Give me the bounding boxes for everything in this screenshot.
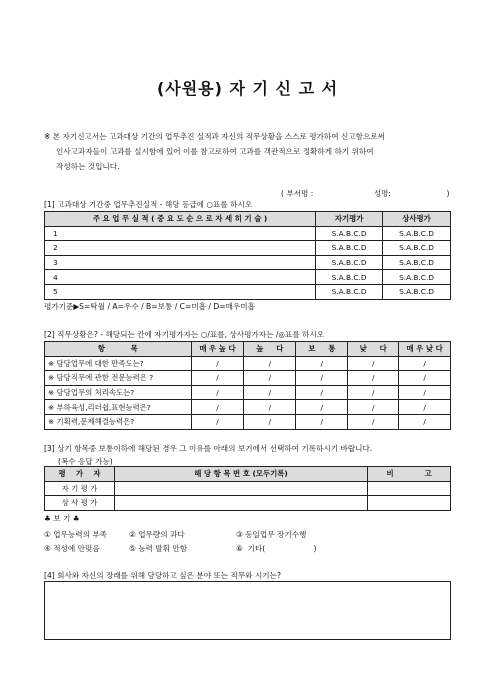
job-status-item: ※ 담당직무에 관한 전문능력은 ?: [45, 371, 192, 386]
rater-label: 상 사 평 가: [45, 496, 115, 511]
rating-cell[interactable]: /: [191, 356, 244, 371]
section3-subheading: (복수 응답 가능): [58, 457, 113, 466]
job-status-header-average: 보 통: [296, 342, 348, 357]
rating-cell[interactable]: /: [244, 400, 296, 415]
job-status-row: [45, 356, 451, 371]
job-status-row: [45, 414, 451, 429]
job-status-header-low: 낮 다: [348, 342, 399, 357]
reason-header-rater: 평 가 자: [45, 467, 115, 482]
rating-cell[interactable]: /: [348, 414, 399, 429]
performance-row: [45, 241, 451, 256]
boss-grade-cell[interactable]: S.A.B.C.D: [383, 270, 451, 285]
reason-row: [45, 481, 451, 496]
rating-cell[interactable]: /: [191, 385, 244, 400]
notice-text: [44, 129, 464, 174]
section2-heading: [2] 직무상황은? - 해당되는 칸에 자기평가자는 ○/표를, 상사평가자는 /◎표를 하시오: [44, 330, 325, 339]
performance-header-row: [45, 212, 451, 227]
grading-criteria: 평가기준▶S=탁월 / A=우수 / B=보통 / C=미흡 / D=매우미흡: [44, 302, 255, 311]
rating-cell[interactable]: /: [399, 385, 451, 400]
rating-cell[interactable]: /: [244, 385, 296, 400]
rating-cell[interactable]: /: [296, 414, 348, 429]
job-status-header-row: [45, 342, 451, 357]
option-4: ④ 적성에 안맞음: [44, 544, 100, 553]
section1-heading: [1] 고과대상 기간중 업무추진실적 - 해당 등급에 ○표를 하시오: [44, 200, 253, 209]
examples-title: ♣ 보 기 ♣: [44, 514, 80, 523]
boss-grade-cell[interactable]: S.A.B.C.D: [383, 241, 451, 256]
rating-cell[interactable]: /: [399, 414, 451, 429]
rating-cell[interactable]: /: [399, 371, 451, 386]
reason-header-row: [45, 467, 451, 482]
option-6: ⑥ 기타( ): [236, 544, 317, 553]
rating-cell[interactable]: /: [348, 385, 399, 400]
boss-grade-cell[interactable]: S.A.B.C.D: [383, 255, 451, 270]
rating-cell[interactable]: /: [296, 356, 348, 371]
performance-row: [45, 255, 451, 270]
option-2: ② 업무량의 과다: [129, 530, 185, 539]
rating-cell[interactable]: /: [348, 371, 399, 386]
performance-row: [45, 284, 451, 299]
performance-row-number[interactable]: 5: [45, 284, 316, 299]
reason-header-remarks: 비 고: [368, 467, 451, 482]
rating-cell[interactable]: /: [244, 356, 296, 371]
notice-line-3: 작성하는 것입니다.: [56, 162, 120, 171]
section4-heading: [4] 회사와 자신의 장래를 위해 담당하고 싶은 분야 또는 직무와 시기는?: [44, 571, 281, 580]
option-1: ① 업무능력의 부족: [44, 530, 107, 539]
rating-cell[interactable]: /: [348, 400, 399, 415]
rater-label: 자 기 평 가: [45, 481, 115, 496]
option-3: ③ 동일업무 장기수행: [236, 530, 307, 539]
self-grade-cell[interactable]: S.A.B.C.D: [316, 284, 383, 299]
reason-table: [44, 466, 451, 511]
performance-row-number[interactable]: 3: [45, 255, 316, 270]
job-status-row: [45, 371, 451, 386]
performance-row-number[interactable]: 2: [45, 241, 316, 256]
self-grade-cell[interactable]: S.A.B.C.D: [316, 241, 383, 256]
reason-row: [45, 496, 451, 511]
job-status-header-high: 높 다: [244, 342, 296, 357]
rating-cell[interactable]: /: [191, 414, 244, 429]
rating-cell[interactable]: /: [191, 400, 244, 415]
boss-grade-cell[interactable]: S.A.B.C.D: [383, 284, 451, 299]
performance-row: [45, 226, 451, 241]
section3-heading: [3] 상기 항목중 보통이하에 해당된 경우 그 이유를 아래의 보기에서 선택하여 기록하시기 바랍니다.: [44, 444, 373, 453]
rating-cell[interactable]: /: [296, 400, 348, 415]
job-status-header-very-low: 매 우 낮 다: [399, 342, 451, 357]
rating-cell[interactable]: /: [399, 400, 451, 415]
job-status-row: [45, 400, 451, 415]
remarks-input[interactable]: [368, 481, 451, 496]
job-status-header-item: 항 목: [45, 342, 192, 357]
performance-header-self: 자기평가: [316, 212, 383, 227]
self-grade-cell[interactable]: S.A.B.C.D: [316, 255, 383, 270]
performance-header-item: 주 요 업 무 실 적 ( 중 요 도 순 으 로 자 세 히 기 술 ): [45, 212, 316, 227]
document-title: (사원용) 자 기 신 고 서: [156, 79, 339, 98]
job-status-item: ※ 기획력,문제해결능력은?: [45, 414, 192, 429]
job-status-header-very-high: 매 우 높 다: [191, 342, 244, 357]
job-status-item: ※ 부하육성,리더쉽,표현능력은?: [45, 400, 192, 415]
job-status-table: [44, 341, 451, 430]
rating-cell[interactable]: /: [191, 371, 244, 386]
performance-row: [45, 270, 451, 285]
notice-line-2: 인사고과자들이 고과를 실시함에 있어 이를 참고로하여 고과를 객관적으로 정확하게 하기 위하여: [56, 147, 374, 156]
performance-row-number[interactable]: 1: [45, 226, 316, 241]
self-grade-cell[interactable]: S.A.B.C.D: [316, 270, 383, 285]
rating-cell[interactable]: /: [296, 385, 348, 400]
option-5: ⑤ 능력 발휘 안함: [129, 544, 188, 553]
performance-table: [44, 211, 451, 300]
item-numbers-input[interactable]: [114, 496, 367, 511]
notice-line-1: ※ 본 자기신고서는 고과대상 기간의 업무추진 실적과 자신의 직무상황을 스스로 평가하여 신고함으로써: [44, 132, 386, 141]
boss-grade-cell[interactable]: S.A.B.C.D: [383, 226, 451, 241]
rating-cell[interactable]: /: [244, 414, 296, 429]
remarks-input[interactable]: [368, 496, 451, 511]
reason-header-items: 해 당 항 목 번 호 (모두기록): [114, 467, 367, 482]
rating-cell[interactable]: /: [296, 371, 348, 386]
job-status-item: ※ 담당업무에 대한 만족도는?: [45, 356, 192, 371]
rating-cell[interactable]: /: [399, 356, 451, 371]
self-grade-cell[interactable]: S.A.B.C.D: [316, 226, 383, 241]
performance-row-number[interactable]: 4: [45, 270, 316, 285]
performance-header-boss: 상사평가: [383, 212, 451, 227]
rating-cell[interactable]: /: [348, 356, 399, 371]
rating-cell[interactable]: /: [244, 371, 296, 386]
department-name-line[interactable]: ( 부서명 : 성명: ): [281, 189, 450, 198]
job-status-row: [45, 385, 451, 400]
future-career-answer-box[interactable]: [44, 581, 451, 640]
item-numbers-input[interactable]: [114, 481, 367, 496]
job-status-item: ※ 담당업무의 처리속도는?: [45, 385, 192, 400]
